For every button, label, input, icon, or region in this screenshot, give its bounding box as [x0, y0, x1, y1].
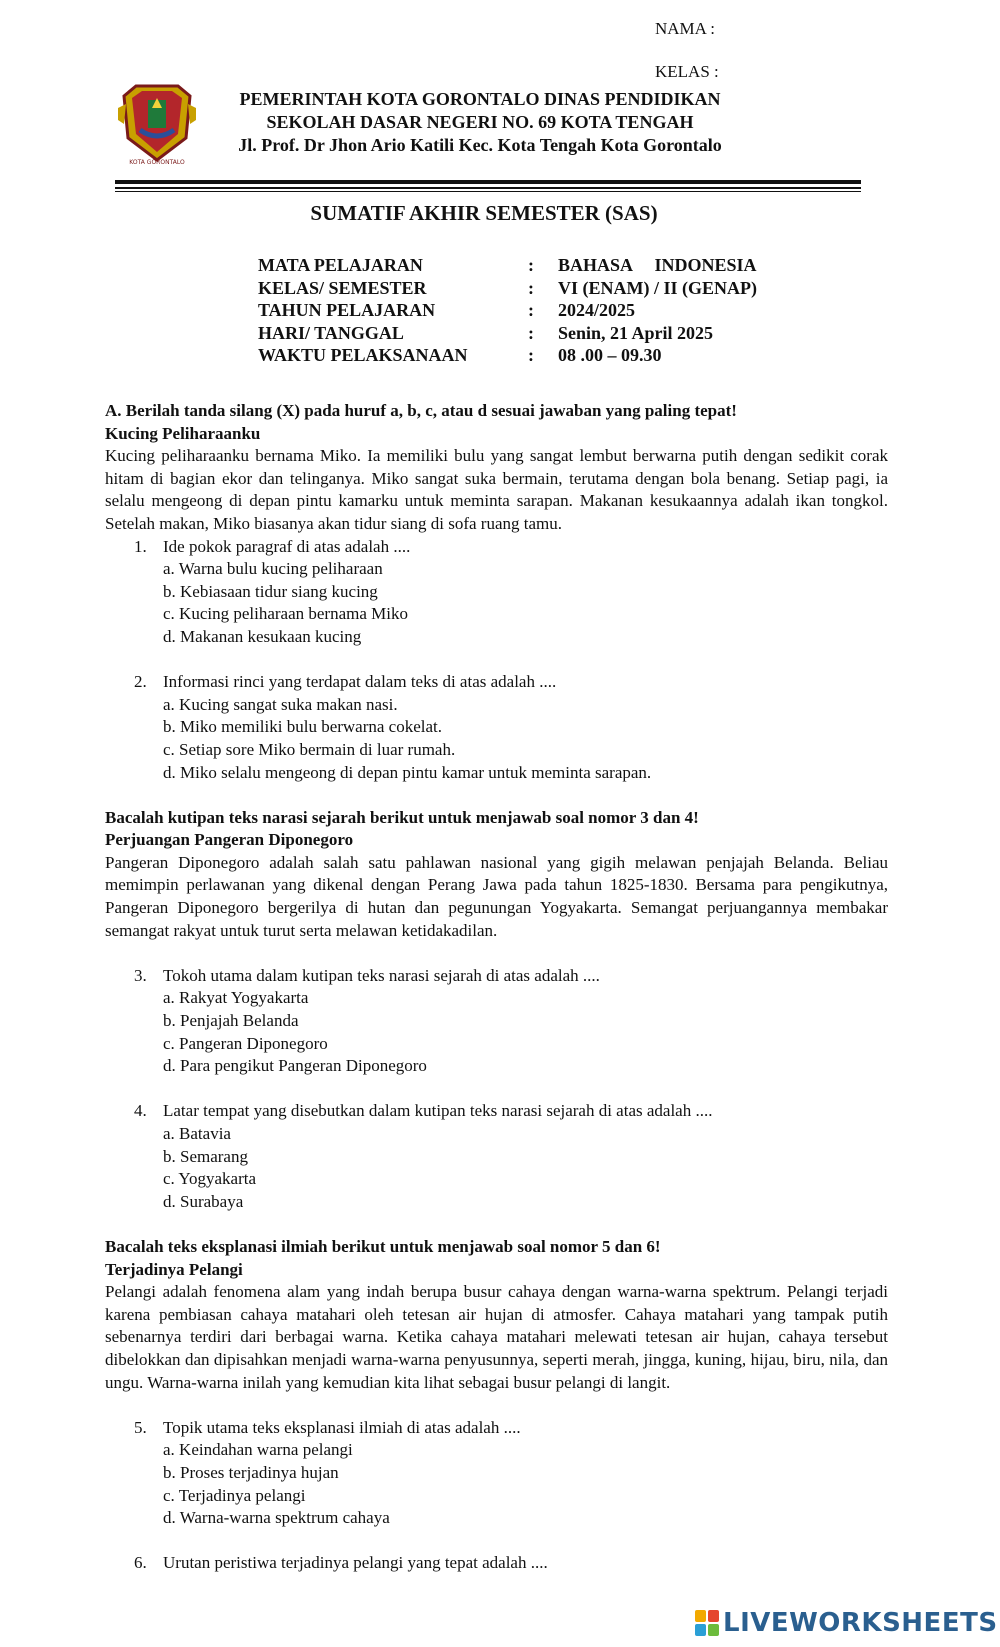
- section-b-instruction: Bacalah kutipan teks narasi sejarah berikut untuk menjawab soal nomor 3 dan 4!: [105, 807, 699, 827]
- answer-option[interactable]: b. Kebiasaan tidur siang kucing: [163, 581, 378, 601]
- exam-title: SUMATIF AKHIR SEMESTER (SAS): [310, 201, 658, 225]
- answer-option[interactable]: d. Miko selalu mengeong di depan pintu kamar untuk meminta sarapan.: [163, 762, 652, 782]
- exam-info-table: [258, 254, 757, 367]
- info-value: BAHASA INDONESIA: [558, 255, 757, 275]
- question-2: 2. Informasi rinci yang terdapat dalam teks di atas adalah ....: [134, 672, 557, 692]
- answer-option[interactable]: b. Penjajah Belanda: [163, 1011, 299, 1031]
- passage-title: Terjadinya Pelangi: [105, 1259, 243, 1279]
- info-key: WAKTU PELAKSANAAN: [258, 345, 468, 366]
- letterhead: [190, 88, 770, 157]
- answer-option[interactable]: d. Surabaya: [163, 1191, 244, 1211]
- liveworksheets-watermark: [695, 1607, 998, 1638]
- passage-title: Perjuangan Pangeran Diponegoro: [105, 830, 354, 850]
- info-value: 2024/2025: [558, 300, 636, 321]
- info-key: MATA PELAJARAN: [258, 255, 423, 275]
- answer-option[interactable]: a. Rakyat Yogyakarta: [163, 988, 309, 1008]
- passage-text: Pelangi adalah fenomena alam yang indah berupa busur cahaya dengan warna-warna spektrum. Pelangi terjadi karena pembiasan cahaya matahari oleh tetesan air hujan di atmosfer. Cahaya matahari yang tampak putih sebenarnya terdiri dari berbagai warna. Ketika cahaya matahari melewati tetesan air hujan, cahaya tersebut dibelokkan dan dipisahkan menjadi warna-warna penyusunnya, seperti merah, jingga, kuning, hijau, biru, nila, dan ungu. Warna-warna inilah yang kemudian kita lihat sebagai busur pelangi di langit.: [105, 1282, 888, 1392]
- watermark-text: LIVEWORKSHEETS: [723, 1607, 998, 1638]
- answer-option[interactable]: c. Yogyakarta: [163, 1169, 257, 1189]
- letterhead-divider: [115, 180, 861, 184]
- info-key: HARI/ TANGGAL: [258, 322, 404, 343]
- answer-option[interactable]: a. Warna bulu kucing peliharaan: [163, 559, 383, 579]
- exam-info-row: HARI/ TANGGAL : Senin, 21 April 2025: [258, 322, 714, 343]
- info-value: VI (ENAM) / II (GENAP): [558, 277, 757, 298]
- question-6: 6. Urutan peristiwa terjadinya pelangi yang tepat adalah ....: [134, 1553, 548, 1573]
- section-a-instruction: A. Berilah tanda silang (X) pada huruf a, b, c, atau d sesuai jawaban yang paling tepat!: [105, 401, 737, 420]
- question-4: 4. Latar tempat yang disebutkan dalam kutipan teks narasi sejarah di atas adalah ....: [134, 1101, 713, 1121]
- question-5: 5. Topik utama teks eksplanasi ilmiah di atas adalah ....: [134, 1417, 521, 1437]
- letterhead-divider: [115, 187, 861, 189]
- liveworksheets-logo-icon: [695, 1610, 719, 1636]
- info-key: KELAS/ SEMESTER: [258, 277, 427, 298]
- info-value: Senin, 21 April 2025: [558, 322, 714, 343]
- passage-text: Kucing peliharaanku bernama Miko. Ia memiliki bulu yang sangat lembut berwarna putih dengan sedikit corak hitam di bagian ekor dan telinganya. Miko sangat suka bermain, terutama dengan bola benang. Setiap pagi, ia selalu mengeong di depan pintu kamarku untuk meminta sarapan. Makanan kesukaannya adalah ikan tongkol. Setelah makan, Miko biasanya akan tidur siang di sofa ruang tamu.: [105, 446, 888, 533]
- info-key: TAHUN PELAJARAN: [258, 300, 436, 321]
- section-c-instruction: Bacalah teks eksplanasi ilmiah berikut untuk menjawab soal nomor 5 dan 6!: [105, 1236, 661, 1256]
- letterhead-divider: [115, 191, 861, 192]
- answer-option[interactable]: a. Batavia: [163, 1124, 231, 1143]
- city-emblem-logo: [116, 78, 198, 166]
- nama-label: NAMA :: [655, 19, 715, 38]
- exam-info-row: TAHUN PELAJARAN : 2024/2025: [258, 300, 636, 321]
- letterhead-line-3: Jl. Prof. Dr Jhon Ario Katili Kec. Kota Tengah Kota Gorontalo: [238, 135, 722, 155]
- kelas-label: KELAS :: [655, 62, 719, 81]
- exam-info-row: MATA PELAJARAN : BAHASA INDONESIA: [258, 255, 757, 275]
- exam-info-row: KELAS/ SEMESTER : VI (ENAM) / II (GENAP): [258, 277, 757, 298]
- passage-text: Pangeran Diponegoro adalah salah satu pahlawan nasional yang gigih melawan penjajah Belanda. Beliau memimpin perlawanan yang dikenal dengan Perang Jawa pada tahun 1825-1830. Bersama para pengikutnya, Pangeran Diponegoro bergerilya di hutan dan pegunungan Yogyakarta. Semangat perjuangannya membakar semangat rakyat untuk turut serta melawan ketidakadilan.: [105, 852, 888, 940]
- letterhead-line-2: SEKOLAH DASAR NEGERI NO. 69 KOTA TENGAH: [266, 112, 694, 132]
- answer-option[interactable]: a. Keindahan warna pelangi: [163, 1440, 353, 1460]
- answer-option[interactable]: c. Setiap sore Miko bermain di luar rumah.: [163, 739, 456, 759]
- answer-option[interactable]: c. Kucing peliharaan bernama Miko: [163, 604, 408, 624]
- answer-option[interactable]: b. Proses terjadinya hujan: [163, 1462, 339, 1482]
- answer-option[interactable]: c. Pangeran Diponegoro: [163, 1033, 328, 1053]
- passage-title: Kucing Peliharaanku: [105, 423, 261, 443]
- exam-content: [105, 400, 888, 1575]
- answer-option[interactable]: d. Warna-warna spektrum cahaya: [163, 1508, 390, 1528]
- letterhead-line-1: PEMERINTAH KOTA GORONTALO DINAS PENDIDIKAN: [239, 89, 721, 109]
- question-3: 3. Tokoh utama dalam kutipan teks narasi sejarah di atas adalah ....: [134, 965, 600, 985]
- info-value: 08 .00 – 09.30: [558, 345, 662, 366]
- answer-option[interactable]: d. Para pengikut Pangeran Diponegoro: [163, 1056, 427, 1076]
- question-1: 1. Ide pokok paragraf di atas adalah ....: [134, 536, 411, 556]
- emblem-text: KOTA GORONTALO: [129, 159, 185, 166]
- answer-option[interactable]: c. Terjadinya pelangi: [163, 1485, 306, 1505]
- answer-option[interactable]: a. Kucing sangat suka makan nasi.: [163, 694, 398, 714]
- answer-option[interactable]: b. Semarang: [163, 1146, 248, 1166]
- answer-option[interactable]: d. Makanan kesukaan kucing: [163, 626, 362, 646]
- exam-info-row: WAKTU PELAKSANAAN : 08 .00 – 09.30: [258, 345, 662, 366]
- answer-option[interactable]: b. Miko memiliki bulu berwarna cokelat.: [163, 717, 443, 737]
